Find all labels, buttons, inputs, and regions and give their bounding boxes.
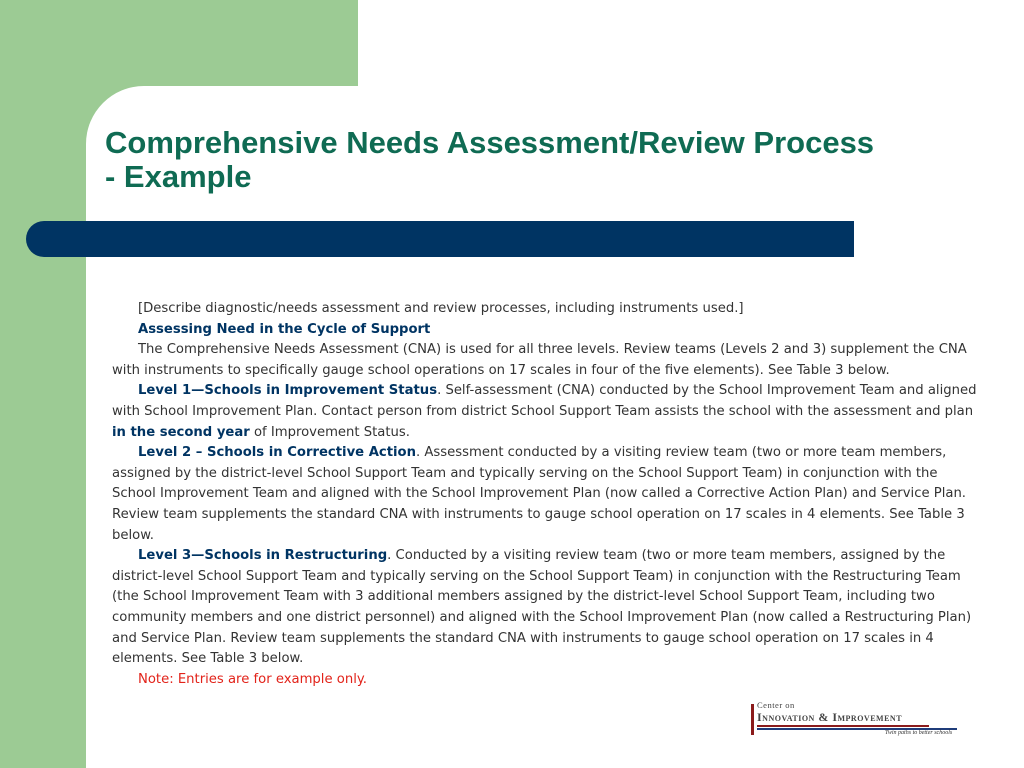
logo-rule-red bbox=[757, 725, 929, 727]
level3-paragraph bbox=[112, 546, 980, 670]
level1-text-b: of Improvement Status. bbox=[249, 424, 410, 440]
level3-label: Level 3—Schools in Restructuring bbox=[138, 548, 388, 564]
level2-text: . Assessment conducted by a visiting review team (two or more team members, assigned by the district-level School Support Team and typically serving on the School Support Team) in conjunction with the School Improvement Team and aligned with the School Improvement Plan (now called a Corrective Action Plan) and Service Plan. Review team supplements the standard CNA with instruments to gauge school operation on 17 scales in 4 elements. See Table 3 below. bbox=[112, 445, 966, 543]
level3-text: . Conducted by a visiting review team (two or more team members, assigned by the district-level School Support Team and typically serving on the School Support Team) in conjunction with the Restructuring Team (the School Improvement Team with 3 additional members assigned by the district-level School Support Team, including two community members and one district personnel) and aligned with the School Improvement Plan (now called a Restructuring Plan) and Service Plan. Review team supplements the standard CNA with instruments to gauge school operation on 17 scales in 4 elements. See Table 3 below. bbox=[112, 548, 972, 667]
level1-label: Level 1—Schools in Improvement Status bbox=[138, 383, 438, 399]
slide-title bbox=[105, 126, 985, 194]
title-divider-band bbox=[26, 221, 854, 257]
cna-text: The Comprehensive Needs Assessment (CNA) is used for all three levels. Review teams (Levels 2 and 3) supplement the CNA with instruments to specifically gauge school operations on 17 scales in four of the five elements). See Table 3 below. bbox=[112, 342, 967, 378]
slide-body bbox=[112, 299, 980, 690]
logo-accent-bar bbox=[751, 704, 754, 735]
note-paragraph bbox=[112, 670, 980, 691]
section-heading: Assessing Need in the Cycle of Support bbox=[138, 321, 431, 337]
center-innovation-logo bbox=[751, 700, 961, 740]
level1-bold-phrase: in the second year bbox=[112, 424, 250, 440]
level2-label: Level 2 – Schools in Corrective Action bbox=[138, 445, 416, 461]
logo-line1: Center on bbox=[757, 700, 795, 710]
logo-tagline: Twin paths to better schools bbox=[885, 730, 953, 736]
example-note: Note: Entries are for example only. bbox=[138, 671, 367, 687]
slide-title-line1: Comprehensive Needs Assessment/Review Process bbox=[105, 125, 875, 160]
logo-line2: Innovation & Improvement bbox=[757, 710, 903, 724]
intro-paragraph bbox=[112, 299, 980, 320]
level1-paragraph bbox=[112, 381, 980, 443]
slide-title-line2: - Example bbox=[105, 159, 252, 194]
level1-text-a: . Self-assessment (CNA) conducted by the School Improvement Team and aligned with School Improvement Plan. Contact person from district School Support Team assists the school with the assessment and plan bbox=[112, 383, 977, 419]
cna-paragraph bbox=[112, 340, 980, 381]
section-heading-paragraph bbox=[112, 320, 980, 341]
intro-text: [Describe diagnostic/needs assessment and review processes, including instruments used.] bbox=[138, 301, 744, 316]
level2-paragraph bbox=[112, 443, 980, 546]
